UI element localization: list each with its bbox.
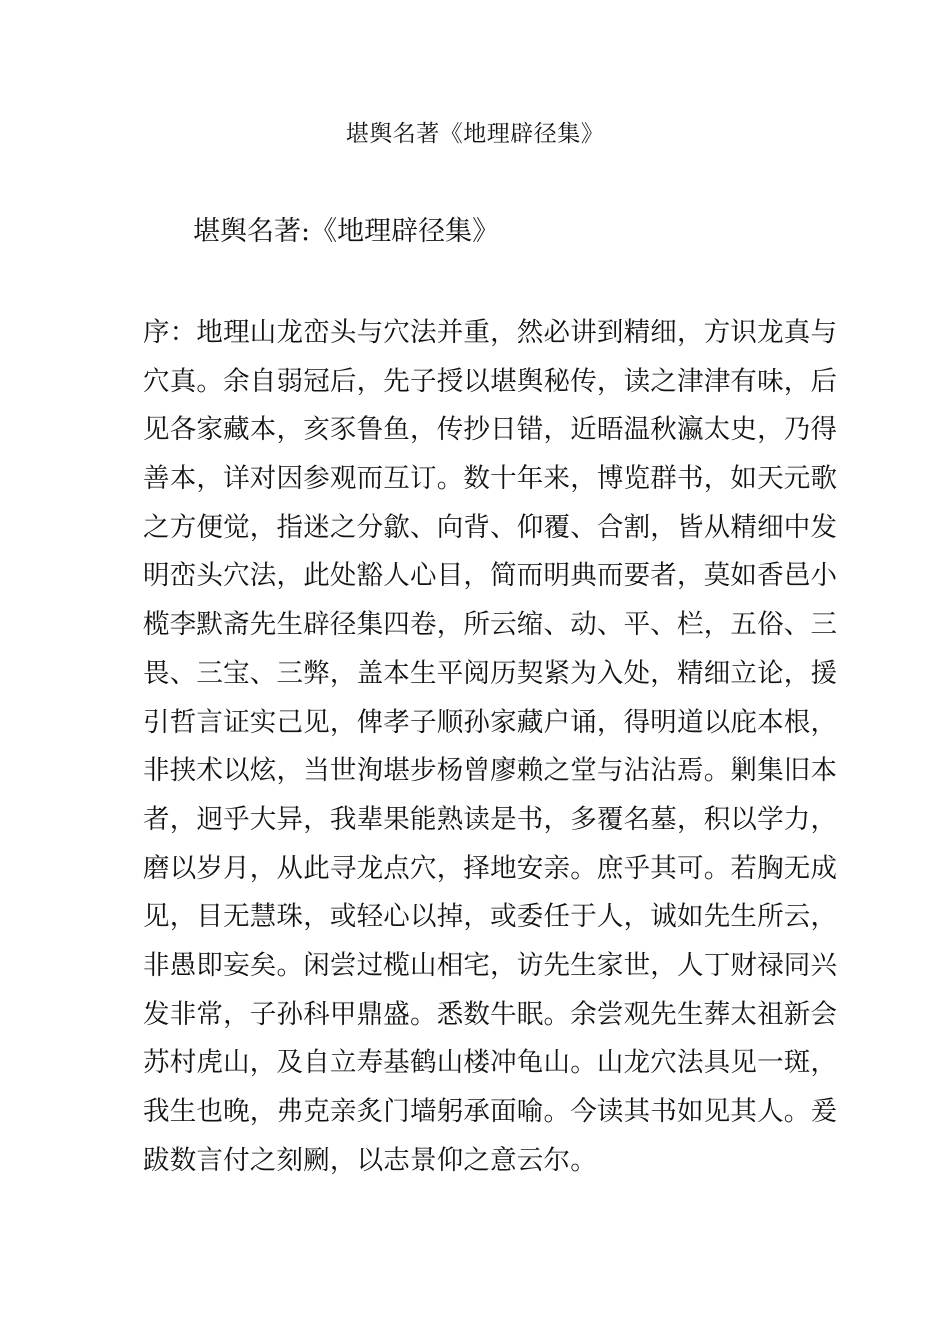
body-line: 者，迥乎大异，我辈果能熟读是书，多覆名墓，积以学力， [143, 803, 838, 835]
document-body [143, 312, 838, 1188]
body-line: 畏、三宝、三弊，盖本生平阅历契紧为入处，精细立论，援 [143, 657, 838, 689]
body-line: 非愚即妄矣。闲尝过榄山相宅，访先生家世，人丁财禄同兴 [143, 949, 838, 981]
body-line: 磨以岁月，从此寻龙点穴，择地安亲。庶乎其可。若胸无成 [143, 852, 838, 884]
body-line: 跋数言付之刻劂，以志景仰之意云尔。 [143, 1144, 597, 1176]
body-line: 见，目无慧珠，或轻心以掉，或委任于人，诚如先生所云， [143, 901, 838, 933]
body-line: 非挟术以炫，当世洵堪步杨曾廖赖之堂与沾沾焉。剿集旧本 [143, 755, 838, 787]
body-line: 我生也晚，弗克亲炙门墙躬承面喻。今读其书如见其人。爰 [143, 1096, 838, 1127]
body-line: 善本，详对因参观而互订。数十年来，博览群书，如天元歌 [143, 463, 838, 495]
body-line: 榄李默斋先生辟径集四卷，所云缩、动、平、栏，五俗、三 [143, 609, 838, 641]
body-line: 见各家藏本，亥豕鲁鱼，传抄日错，近晤温秋瀛太史，乃得 [143, 414, 838, 446]
body-line: 之方便觉，指迷之分歙、向背、仰覆、合割，皆从精细中发 [143, 511, 838, 543]
body-line: 明峦头穴法，此处豁人心目，简而明典而要者，莫如香邑小 [143, 560, 838, 592]
document-subtitle: 堪舆名著:《地理辟径集》 [193, 216, 500, 247]
body-line: 引哲言证实己见，俾孝子顺孙家藏户诵，得明道以庇本根， [143, 706, 838, 738]
body-line: 苏村虎山，及自立寿基鹤山楼冲龟山。山龙穴法具见一斑， [143, 1047, 838, 1079]
body-line: 穴真。余自弱冠后，先子授以堪舆秘传，读之津津有味，后 [143, 365, 838, 397]
body-line: 发非常，子孙科甲鼎盛。悉数牛眠。余尝观先生葬太祖新会 [143, 998, 838, 1030]
document-title: 堪舆名著《地理辟径集》 [345, 121, 605, 147]
body-line: 序：地理山龙峦头与穴法并重，然必讲到精细，方识龙真与 [143, 317, 838, 348]
